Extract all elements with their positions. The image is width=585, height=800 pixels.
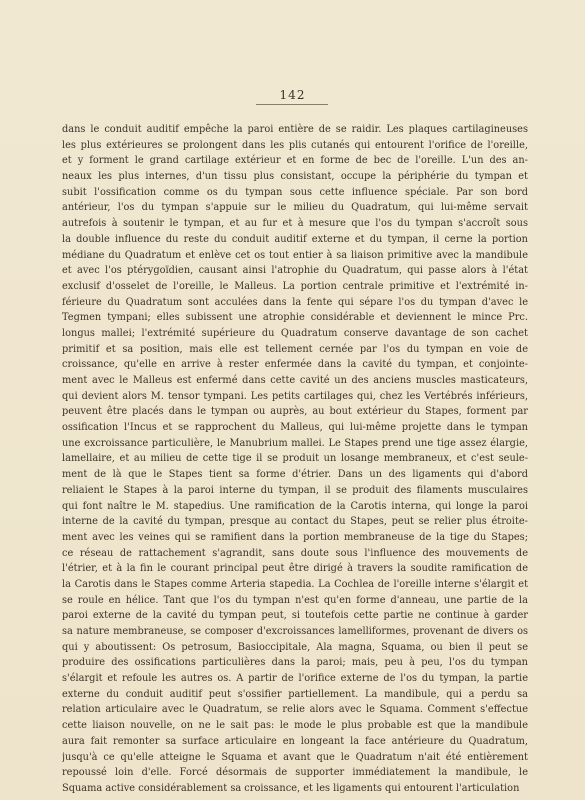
text-line: reliaient le Stapes à la paroi interne du tympan, il se produit des filaments musculaires bbox=[62, 484, 528, 496]
text-line: neaux les plus internes, d'un tissu plus consistant, occupe la périphérie du tympan et bbox=[62, 171, 528, 183]
text-line: exclusif d'osselet de l'oreille, le Malleus. La portion centrale primitive et l'extrémité in- bbox=[62, 280, 528, 292]
text-line: férieure du Quadratum sont acculées dans la fente qui sépare l'os du tympan d'avec le bbox=[62, 296, 528, 308]
text-line: la double influence du reste du conduit auditif externe et du tympan, il cerne la portion bbox=[62, 233, 528, 245]
text-line: ment avec le Malleus est enfermé dans cette cavité un des anciens muscles masticateurs, bbox=[62, 375, 528, 386]
text-line: et y forment le grand cartilage extérieur et en forme de bec de l'oreille. L'un des an- bbox=[62, 155, 528, 167]
text-line: cette liaison nouvelle, on ne le sait pas: le mode le plus probable est que la mandibule bbox=[62, 720, 528, 732]
text-line: jusqu'à ce qu'elle atteigne le Squama et avant que le Quadratum n'ait été entièrement bbox=[62, 751, 528, 763]
text-line: relation articulaire avec le Quadratum, se relie alors avec le Squama. Comment s'effectue bbox=[62, 704, 528, 716]
text-line: peuvent être placés dans le tympan ou auprès, au bout extérieur du Stapes, forment par bbox=[62, 406, 528, 418]
text-line: s'élargit et refoule les autres os. A partir de l'orifice externe de l'os du tympan, la partie bbox=[62, 673, 528, 685]
text-line: croissance, qu'elle en arrive à rester enfermée dans la cavité du tympan, et conjointe- bbox=[62, 359, 528, 371]
text-line: primitif et sa position, mais elle est tellement cernée par l'os du tympan en voie de bbox=[62, 343, 528, 355]
text-line: qui y aboutissent: Os petrosum, Basioccipitale, Ala magna, Squama, ou bien il peut se bbox=[62, 641, 528, 653]
text-line: lamellaire, et au milieu de cette tige il se produit un losange membraneux, et c'est seule- bbox=[62, 453, 528, 465]
text-line: dans le conduit auditif empêche la paroi entière de se raidir. Les plaques cartilagineuses bbox=[62, 124, 528, 135]
text-line: ce réseau de rattachement s'agrandit, sans doute sous l'influence des mouvements de bbox=[62, 547, 528, 559]
text-line: interne de la cavité du tympan, presque au contact du Stapes, peut se relier plus étroite- bbox=[62, 516, 528, 528]
text-line: externe du conduit auditif peut s'ossifier partiellement. La mandibule, qui a perdu sa bbox=[62, 688, 528, 700]
text-line: repoussé loin d'elle. Forcé désormais de supporter immédiatement la mandibule, le bbox=[62, 767, 528, 779]
text-line: subit l'ossification comme os du tympan sous cette influence spéciale. Par son bord bbox=[62, 186, 528, 198]
text-line: antérieur, l'os du tympan s'appuie sur le milieu du Quadratum, qui lui-même servait bbox=[62, 202, 528, 214]
text-line: sa nature membraneuse, se composer d'excroissances lamelliformes, provenant de divers os bbox=[62, 626, 528, 637]
text-line: la Carotis dans le Stapes comme Arteria stapedia. La Cochlea de l'oreille interne s'élargit et bbox=[62, 578, 528, 590]
text-line: qui devient alors M. tensor tympani. Les petits cartilages qui, chez les Vertébrés inférieurs, bbox=[62, 390, 528, 402]
text-line: l'étrier, et à la fin le courant principal peut être dirigé à travers la soudite ramification de bbox=[62, 563, 528, 575]
text-line: Squama active considérablement sa croissance, et les ligaments qui entourent l'articulation bbox=[62, 782, 520, 794]
text-line: aura fait remonter sa surface articulaire en longeant la face antérieure du Quadratum, bbox=[62, 735, 528, 747]
text-line: autrefois à soutenir le tympan, et au fur et à mesure que l'os du tympan s'accroît sous bbox=[62, 218, 528, 230]
page-number: 142 bbox=[279, 88, 306, 102]
text-line: médiane du Quadratum et enlève cet os tout entier à sa liaison primitive avec la mandibule bbox=[62, 249, 528, 261]
text-line: qui font naître le M. stapedius. Une ramification de la Carotis interna, qui longe la paroi bbox=[62, 500, 528, 512]
text-line: ment avec les veines qui se ramifient dans la portion membraneuse de la tige du Stapes; bbox=[62, 531, 528, 543]
text-line: produire des ossifications particulières dans la paroi; mais, peu à peu, l'os du tympan bbox=[62, 657, 528, 669]
text-line: les plus extérieures se prolongent dans les plis cutanés qui entourent l'orifice de l'oreille, bbox=[62, 139, 528, 151]
text-line: une excroissance particulière, le Manubrium mallei. Le Stapes prend une tige assez élargie, bbox=[62, 437, 528, 449]
body-text bbox=[62, 122, 528, 797]
text-line: longus mallei; l'extrémité supérieure du Quadratum conserve davantage de son cachet bbox=[62, 327, 528, 339]
text-line: et avec l'os ptérygoïdien, causant ainsi l'atrophie du Quadratum, qui passe alors à l'état bbox=[62, 265, 528, 277]
text-line: ment de là que le Stapes tient sa forme d'étrier. Dans un des ligaments qui d'abord bbox=[62, 469, 528, 481]
text-line: ossification l'Incus et se rapprochent du Malleus, qui lui-même projette dans le tympan bbox=[62, 422, 528, 434]
page-number-rule bbox=[256, 104, 328, 105]
text-line: se roule en hélice. Tant que l'os du tympan n'est qu'en forme d'anneau, une partie de la bbox=[62, 594, 528, 606]
text-line: paroi externe de la cavité du tympan peut, si toutefois cette partie ne continue à garder bbox=[62, 610, 528, 622]
text-line: Tegmen tympani; elles subissent une atrophie considérable et deviennent le mince Prc. bbox=[62, 312, 528, 324]
